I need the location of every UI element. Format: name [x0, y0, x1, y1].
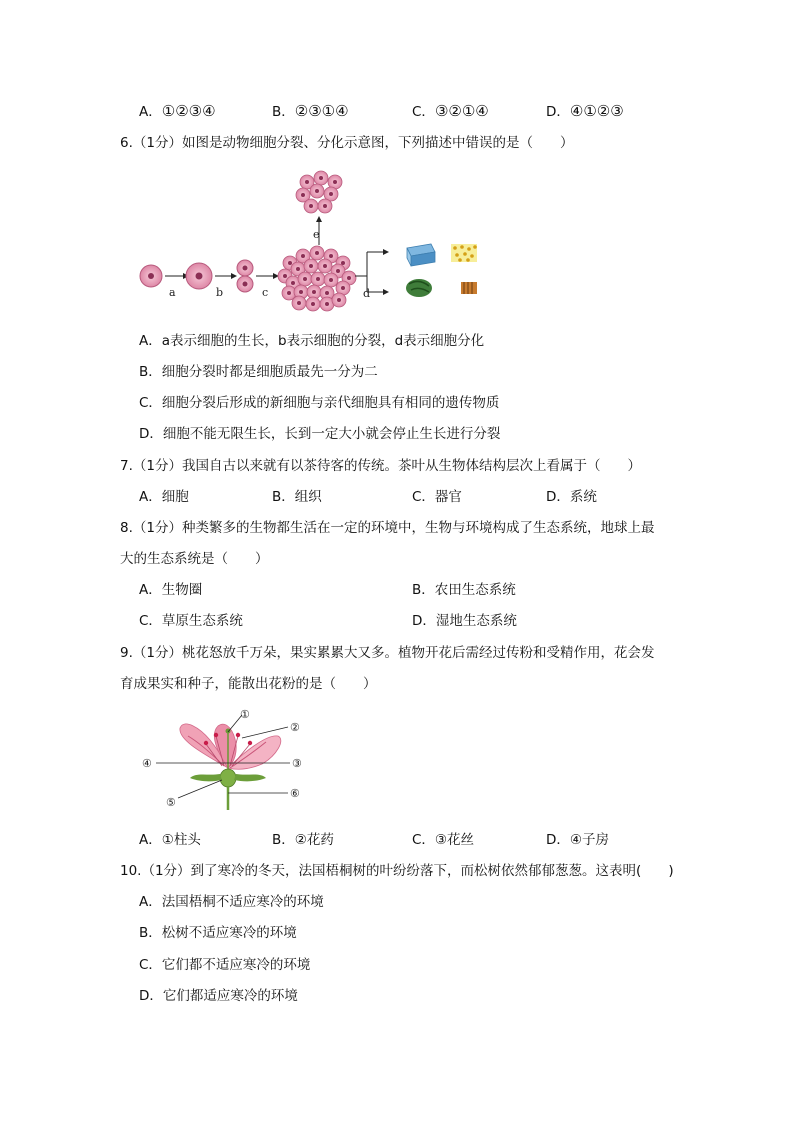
label-e: e: [313, 228, 320, 241]
q8-option-d: D．湿地生态系统: [412, 613, 517, 629]
flower-diagram: [138, 706, 318, 816]
q7-option-a: A．细胞: [139, 489, 189, 505]
q5-option-a: A．①②③④: [139, 102, 216, 120]
q7-option-d: D．系统: [546, 489, 597, 505]
cell-cluster: [278, 246, 356, 311]
q8-option-a: A．生物圈: [139, 582, 203, 598]
q9-option-d: D．④子房: [546, 832, 609, 848]
q7-option-b: B．组织: [272, 489, 322, 505]
flower-label-3: ③: [292, 757, 302, 770]
q8-stem-line1: 8.（1分）种类繁多的生物都生活在一定的环境中，生物与环境构成了生态系统，地球上最: [120, 520, 655, 536]
q9-stem-line1: 9.（1分）桃花怒放千万朵，果实累累大又多。植物开花后需经过传粉和受精作用，花会发: [120, 645, 655, 661]
flower-label-1: ①: [240, 708, 250, 721]
q8-stem-line2: 大的生态系统是（ ）: [120, 551, 269, 567]
flower-label-5: ⑤: [166, 796, 176, 809]
q8-option-c: C．草原生态系统: [139, 613, 243, 629]
q9-option-b: B．②花药: [272, 832, 334, 848]
flower-label-2: ②: [290, 721, 300, 734]
q9-option-c: C．③花丝: [412, 832, 475, 848]
q5-option-d: D．④①②③: [546, 102, 624, 120]
label-b: b: [216, 286, 224, 299]
q10-option-d: D．它们都适应寒冷的环境: [139, 988, 298, 1004]
connective-tissue-image: [451, 244, 477, 262]
label-a: a: [169, 286, 176, 299]
muscle-tissue-image: [406, 279, 432, 297]
label-c: c: [262, 286, 269, 299]
q5-option-c: C．③②①④: [412, 102, 489, 120]
nerve-tissue-image: [461, 282, 477, 294]
epithelial-tissue-image: [407, 244, 435, 266]
q9-stem-line2: 育成果实和种子，能散出花粉的是（ ）: [120, 676, 377, 692]
q7-stem: 7.（1分）我国自古以来就有以茶待客的传统。茶叶从生物体结构层次上看属于（ ）: [120, 458, 641, 474]
q5-option-b: B．②③①④: [272, 102, 349, 120]
q6-option-b: B．细胞分裂时都是细胞质最先一分为二: [139, 364, 378, 380]
label-d: d: [363, 287, 371, 300]
q6-option-d: D．细胞不能无限生长，长到一定大小就会停止生长进行分裂: [139, 426, 501, 442]
q8-option-b: B．农田生态系统: [412, 582, 516, 598]
q10-option-c: C．它们都不适应寒冷的环境: [139, 957, 311, 973]
q10-stem: 10.（1分）到了寒冷的冬天，法国梧桐树的叶纷纷落下，而松树依然郁郁葱葱。这表明( ): [120, 863, 674, 879]
top-cell-group: [296, 171, 342, 213]
flower-label-4: ④: [142, 757, 152, 770]
flower-label-6: ⑥: [290, 787, 300, 800]
q9-option-a: A．①柱头: [139, 832, 201, 848]
tissue-images: [405, 240, 525, 300]
q7-option-c: C．器官: [412, 489, 462, 505]
cell-division-diagram: [135, 168, 395, 318]
q10-option-a: A．法国梧桐不适应寒冷的环境: [139, 894, 324, 910]
q10-option-b: B．松树不适应寒冷的环境: [139, 925, 297, 941]
q6-option-a: A．a表示细胞的生长，b表示细胞的分裂，d表示细胞分化: [139, 333, 485, 349]
q6-stem: 6.（1分）如图是动物细胞分裂、分化示意图，下列描述中错误的是（ ）: [120, 135, 574, 151]
q6-option-c: C．细胞分裂后形成的新细胞与亲代细胞具有相同的遗传物质: [139, 395, 500, 411]
